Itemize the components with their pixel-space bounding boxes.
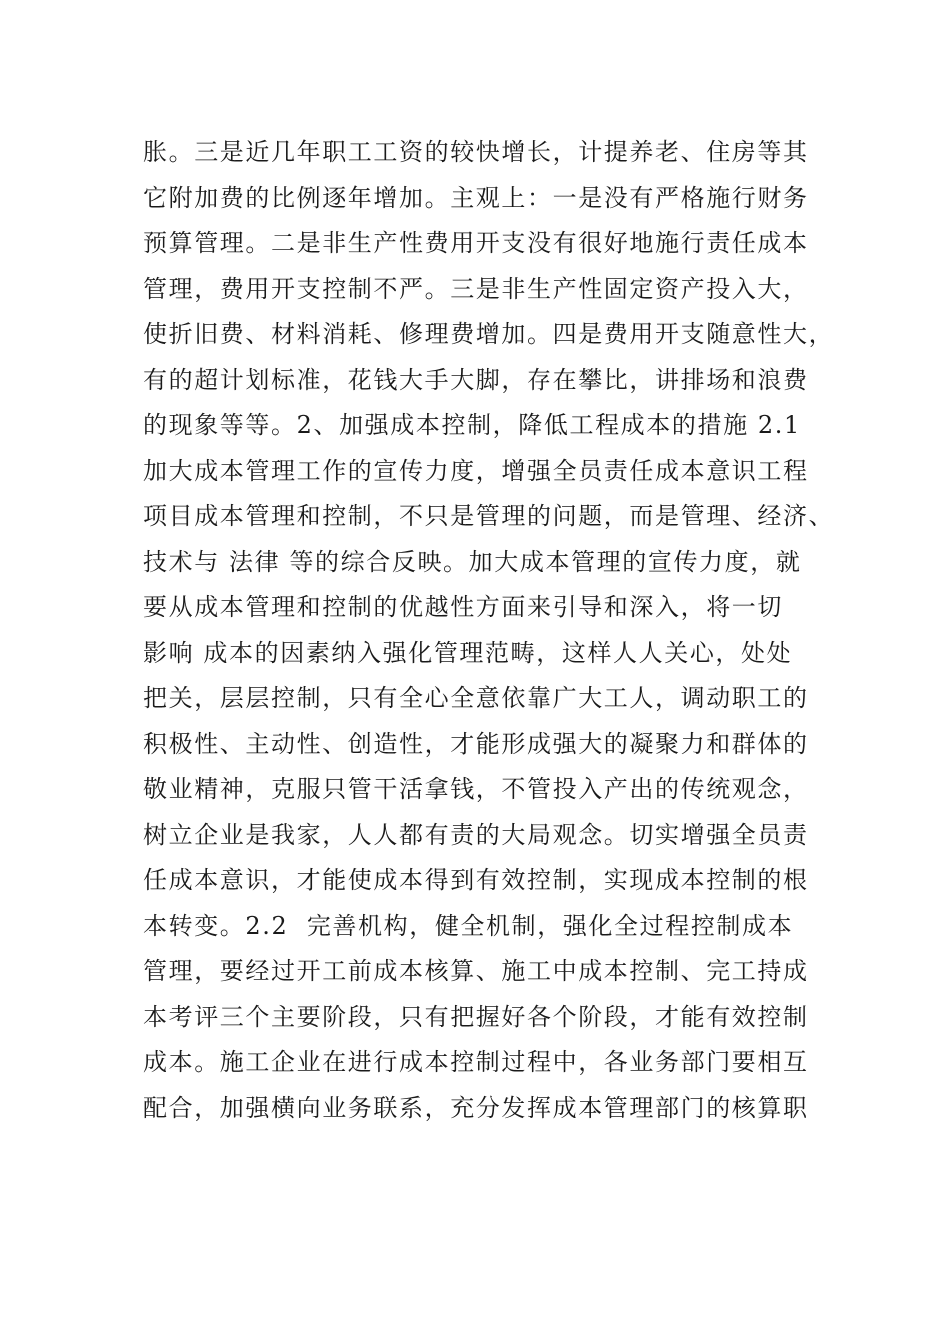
text-line: 胀。三是近几年职工工资的较快增长，计提养老、住房等其 <box>143 138 809 166</box>
text-line: 管理，费用开支控制不严。三是非生产性固定资产投入大， <box>143 274 809 303</box>
text-line: 树立企业是我家，人人都有责的大局观念。切实增强全员责 <box>143 820 809 849</box>
text-line: 本考评三个主要阶段，只有把握好各个阶段，才能有效控制 <box>143 1002 809 1031</box>
text-line: 预算管理。二是非生产性费用开支没有很好地施行责任成本 <box>143 229 809 257</box>
text-line: 积极性、主动性、创造性，才能形成强大的凝聚力和群体的 <box>143 729 809 758</box>
body-text <box>143 130 843 1131</box>
text-line: 要从成本管理和控制的优越性方面来引导和深入，将一切 <box>143 593 783 621</box>
text-line: 任成本意识，才能使成本得到有效控制，实现成本控制的根 <box>143 866 809 894</box>
text-line: 它附加费的比例逐年增加。主观上：一是没有严格施行财务 <box>143 183 809 212</box>
text-line: 成本。施工企业在进行成本控制过程中，各业务部门要相互 <box>143 1048 809 1076</box>
text-line: 敬业精神，克服只管干活拿钱，不管投入产出的传统观念， <box>143 775 809 803</box>
text-line: 影响 成本的因素纳入强化管理范畴，这样人人关心，处处 <box>143 638 793 667</box>
text-line: 管理，要经过开工前成本核算、施工中成本控制、完工持成 <box>143 957 809 985</box>
text-line: 本转变。2.2 完善机构，健全机制，强化全过程控制成本 <box>143 911 794 940</box>
text-line: 技术与 法律 等的综合反映。加大成本管理的宣传力度，就 <box>143 547 802 576</box>
text-line: 加大成本管理工作的宣传力度，增强全员责任成本意识工程 <box>143 456 809 485</box>
text-line: 项目成本管理和控制，不只是管理的问题，而是管理、经济、 <box>143 502 835 530</box>
text-line: 配合，加强横向业务联系，充分发挥成本管理部门的核算职 <box>143 1093 809 1122</box>
text-line: 有的超计划标准，花钱大手大脚，存在攀比，讲排场和浪费 <box>143 365 809 394</box>
text-line: 的现象等等。2、加强成本控制，降低工程成本的措施 2.1 <box>143 411 801 439</box>
text-line: 把关，层层控制，只有全心全意依靠广大工人，调动职工的 <box>143 684 809 712</box>
text-line: 使折旧费、材料消耗、修理费增加。四是费用开支随意性大， <box>143 320 835 348</box>
